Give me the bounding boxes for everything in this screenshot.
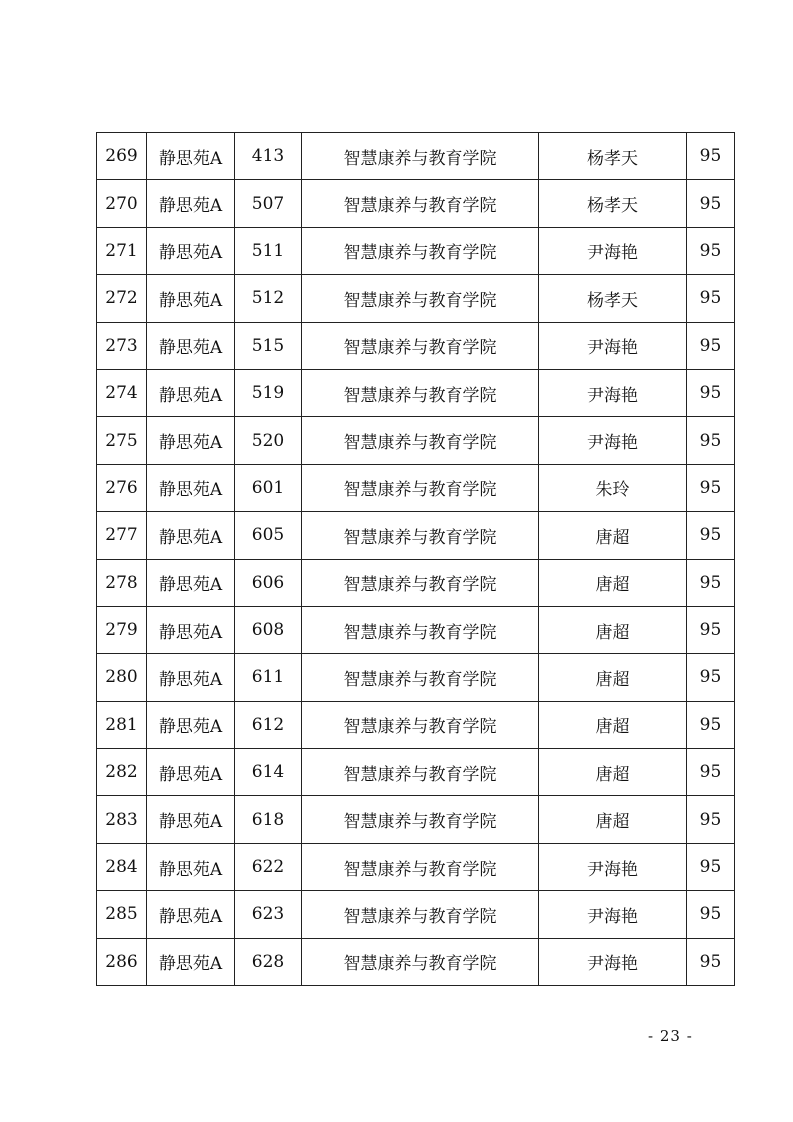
row-number-cell: 281 <box>97 701 147 748</box>
score-cell: 95 <box>687 559 735 606</box>
building-cell: 静思苑A <box>147 843 235 890</box>
score-cell: 95 <box>687 275 735 322</box>
person-cell: 唐超 <box>539 701 687 748</box>
row-number-cell: 275 <box>97 417 147 464</box>
row-number-cell: 283 <box>97 796 147 843</box>
building-cell: 静思苑A <box>147 227 235 274</box>
room-number-cell: 515 <box>235 322 302 369</box>
room-number-cell: 612 <box>235 701 302 748</box>
building-cell: 静思苑A <box>147 796 235 843</box>
page-number: - 23 - <box>648 1027 693 1045</box>
room-number-cell: 614 <box>235 749 302 796</box>
building-cell: 静思苑A <box>147 133 235 180</box>
room-number-cell: 611 <box>235 654 302 701</box>
room-number-cell: 601 <box>235 464 302 511</box>
person-cell: 尹海艳 <box>539 843 687 890</box>
room-number-cell: 608 <box>235 606 302 653</box>
college-cell: 智慧康养与教育学院 <box>302 464 539 511</box>
building-cell: 静思苑A <box>147 938 235 985</box>
score-cell: 95 <box>687 322 735 369</box>
building-cell: 静思苑A <box>147 275 235 322</box>
score-cell: 95 <box>687 512 735 559</box>
person-cell: 尹海艳 <box>539 369 687 416</box>
room-number-cell: 628 <box>235 938 302 985</box>
row-number-cell: 274 <box>97 369 147 416</box>
room-number-cell: 507 <box>235 180 302 227</box>
score-cell: 95 <box>687 227 735 274</box>
person-cell: 唐超 <box>539 559 687 606</box>
person-cell: 尹海艳 <box>539 891 687 938</box>
table-row <box>97 133 735 180</box>
college-cell: 智慧康养与教育学院 <box>302 749 539 796</box>
table-body <box>97 133 735 986</box>
college-cell: 智慧康养与教育学院 <box>302 369 539 416</box>
building-cell: 静思苑A <box>147 559 235 606</box>
row-number-cell: 286 <box>97 938 147 985</box>
college-cell: 智慧康养与教育学院 <box>302 275 539 322</box>
table-row <box>97 464 735 511</box>
person-cell: 朱玲 <box>539 464 687 511</box>
room-number-cell: 413 <box>235 133 302 180</box>
table-row <box>97 227 735 274</box>
score-cell: 95 <box>687 843 735 890</box>
table-row <box>97 701 735 748</box>
table-row <box>97 654 735 701</box>
building-cell: 静思苑A <box>147 512 235 559</box>
score-cell: 95 <box>687 701 735 748</box>
score-cell: 95 <box>687 749 735 796</box>
score-cell: 95 <box>687 796 735 843</box>
room-number-cell: 605 <box>235 512 302 559</box>
room-number-cell: 519 <box>235 369 302 416</box>
row-number-cell: 285 <box>97 891 147 938</box>
person-cell: 杨孝天 <box>539 180 687 227</box>
college-cell: 智慧康养与教育学院 <box>302 322 539 369</box>
person-cell: 唐超 <box>539 654 687 701</box>
table-row <box>97 275 735 322</box>
table-row <box>97 369 735 416</box>
row-number-cell: 270 <box>97 180 147 227</box>
table-row <box>97 180 735 227</box>
row-number-cell: 276 <box>97 464 147 511</box>
building-cell: 静思苑A <box>147 606 235 653</box>
row-number-cell: 272 <box>97 275 147 322</box>
row-number-cell: 273 <box>97 322 147 369</box>
score-cell: 95 <box>687 417 735 464</box>
college-cell: 智慧康养与教育学院 <box>302 512 539 559</box>
building-cell: 静思苑A <box>147 654 235 701</box>
row-number-cell: 278 <box>97 559 147 606</box>
room-number-cell: 512 <box>235 275 302 322</box>
person-cell: 尹海艳 <box>539 322 687 369</box>
person-cell: 杨孝天 <box>539 275 687 322</box>
college-cell: 智慧康养与教育学院 <box>302 701 539 748</box>
person-cell: 唐超 <box>539 606 687 653</box>
college-cell: 智慧康养与教育学院 <box>302 559 539 606</box>
dormitory-score-table <box>96 132 735 986</box>
building-cell: 静思苑A <box>147 322 235 369</box>
score-cell: 95 <box>687 133 735 180</box>
room-number-cell: 606 <box>235 559 302 606</box>
room-number-cell: 623 <box>235 891 302 938</box>
person-cell: 尹海艳 <box>539 938 687 985</box>
building-cell: 静思苑A <box>147 891 235 938</box>
row-number-cell: 284 <box>97 843 147 890</box>
person-cell: 尹海艳 <box>539 417 687 464</box>
college-cell: 智慧康养与教育学院 <box>302 180 539 227</box>
person-cell: 唐超 <box>539 512 687 559</box>
person-cell: 杨孝天 <box>539 133 687 180</box>
row-number-cell: 277 <box>97 512 147 559</box>
room-number-cell: 511 <box>235 227 302 274</box>
score-cell: 95 <box>687 606 735 653</box>
building-cell: 静思苑A <box>147 749 235 796</box>
row-number-cell: 271 <box>97 227 147 274</box>
college-cell: 智慧康养与教育学院 <box>302 606 539 653</box>
row-number-cell: 282 <box>97 749 147 796</box>
table-row <box>97 606 735 653</box>
room-number-cell: 520 <box>235 417 302 464</box>
building-cell: 静思苑A <box>147 701 235 748</box>
row-number-cell: 269 <box>97 133 147 180</box>
building-cell: 静思苑A <box>147 180 235 227</box>
building-cell: 静思苑A <box>147 369 235 416</box>
score-cell: 95 <box>687 180 735 227</box>
person-cell: 尹海艳 <box>539 227 687 274</box>
college-cell: 智慧康养与教育学院 <box>302 938 539 985</box>
score-cell: 95 <box>687 369 735 416</box>
building-cell: 静思苑A <box>147 464 235 511</box>
row-number-cell: 280 <box>97 654 147 701</box>
table-row <box>97 322 735 369</box>
table-row <box>97 891 735 938</box>
table-row <box>97 796 735 843</box>
table-row <box>97 559 735 606</box>
college-cell: 智慧康养与教育学院 <box>302 654 539 701</box>
college-cell: 智慧康养与教育学院 <box>302 227 539 274</box>
room-number-cell: 622 <box>235 843 302 890</box>
college-cell: 智慧康养与教育学院 <box>302 891 539 938</box>
college-cell: 智慧康养与教育学院 <box>302 417 539 464</box>
table-row <box>97 512 735 559</box>
row-number-cell: 279 <box>97 606 147 653</box>
score-cell: 95 <box>687 891 735 938</box>
table-row <box>97 749 735 796</box>
college-cell: 智慧康养与教育学院 <box>302 133 539 180</box>
person-cell: 唐超 <box>539 796 687 843</box>
building-cell: 静思苑A <box>147 417 235 464</box>
person-cell: 唐超 <box>539 749 687 796</box>
table-row <box>97 843 735 890</box>
score-cell: 95 <box>687 654 735 701</box>
score-cell: 95 <box>687 938 735 985</box>
table-row <box>97 417 735 464</box>
college-cell: 智慧康养与教育学院 <box>302 843 539 890</box>
score-cell: 95 <box>687 464 735 511</box>
room-number-cell: 618 <box>235 796 302 843</box>
table-row <box>97 938 735 985</box>
college-cell: 智慧康养与教育学院 <box>302 796 539 843</box>
